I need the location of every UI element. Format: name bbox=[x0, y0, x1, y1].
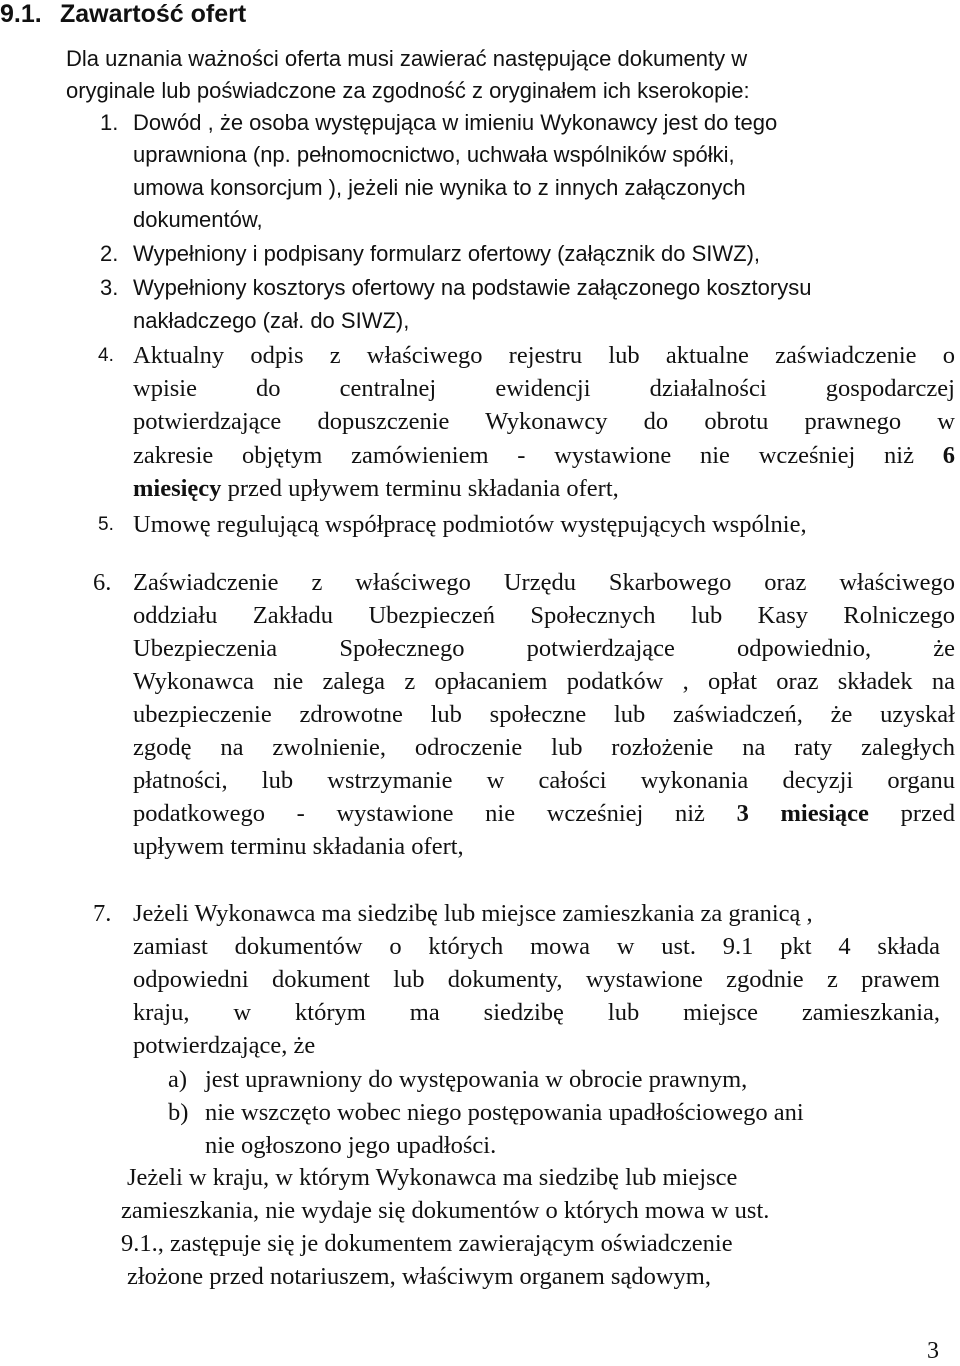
list-item-text: zakresie objętym zamówieniem - wystawione nie wcześniej niż bbox=[133, 442, 914, 469]
list-item-line: zamiast dokumentów o których mowa w ust. 9.1 pkt 4 składa bbox=[133, 933, 940, 960]
list-item-number: 7. bbox=[93, 900, 112, 927]
intro-line: oryginale lub poświadczone za zgodność z oryginałem ich kserokopie: bbox=[66, 78, 750, 103]
sub-item-label: a) bbox=[168, 1066, 188, 1093]
list-item-line: Ubezpieczenia Społecznego potwierdzające odpowiednio, że bbox=[133, 635, 955, 662]
bold-number: 6 bbox=[942, 442, 956, 469]
page-number: 3 bbox=[927, 1338, 939, 1364]
list-item-line bbox=[133, 474, 619, 504]
section-heading bbox=[0, 0, 246, 28]
list-item-number: 5. bbox=[98, 514, 114, 535]
bold-term: miesięcy bbox=[133, 475, 222, 502]
list-item-number: 4. bbox=[98, 345, 114, 366]
closing-line: Jeżeli w kraju, w którym Wykonawca ma siedzibę lub miejsce bbox=[127, 1164, 738, 1191]
bold-term: 3 miesiące bbox=[736, 800, 869, 827]
list-item-line: Dowód , że osoba występująca w imieniu Wykonawcy jest do tego bbox=[133, 110, 778, 135]
list-item-line: upływem terminu składania ofert, bbox=[133, 833, 464, 860]
sub-item-text: jest uprawniony do występowania w obrocie prawnym, bbox=[205, 1066, 748, 1093]
section-number: 9.1. bbox=[0, 0, 42, 28]
list-item-line: Zaświadczenie z właściwego Urzędu Skarbowego oraz właściwego bbox=[133, 569, 955, 596]
list-item-number: 6. bbox=[93, 569, 112, 596]
list-item-text: podatkowego - wystawione nie wcześniej niż bbox=[133, 800, 737, 827]
list-item-line: umowa konsorcjum ), jeżeli nie wynika to z innych załączonych bbox=[133, 175, 746, 200]
list-item-line: odpowiedni dokument lub dokumenty, wystawione zgodnie z prawem bbox=[133, 966, 940, 993]
list-item-number: 3. bbox=[100, 275, 119, 300]
section-title: Zawartość ofert bbox=[60, 0, 247, 28]
list-item-line: wpisie do centralnej ewidencji działalności gospodarczej bbox=[133, 375, 955, 402]
list-item-line: uprawniona (np. pełnomocnictwo, uchwała wspólników spółki, bbox=[133, 142, 735, 167]
list-item-line: oddziału Zakładu Ubezpieczeń Społecznych lub Kasy Rolniczego bbox=[133, 602, 955, 629]
list-item-line: kraju, w którym ma siedzibę lub miejsce zamieszkania, bbox=[133, 999, 940, 1026]
list-item-line: potwierdzające, że bbox=[133, 1032, 316, 1059]
closing-line: zamieszkania, nie wydaje się dokumentów o których mowa w ust. bbox=[121, 1197, 770, 1224]
list-item-line: dokumentów, bbox=[133, 207, 263, 232]
list-item-line: Wypełniony i podpisany formularz ofertowy (załącznik do SIWZ), bbox=[133, 241, 761, 266]
list-item-number: 2. bbox=[100, 241, 119, 266]
list-item-number: 1. bbox=[100, 110, 119, 135]
list-item-line: Wypełniony kosztorys ofertowy na podstawie załączonego kosztorysu bbox=[133, 275, 812, 300]
list-item-line: Jeżeli Wykonawca ma siedzibę lub miejsce zamieszkania za granicą , bbox=[133, 900, 813, 927]
closing-line: złożone przed notariuszem, właściwym organem sądowym, bbox=[127, 1263, 711, 1290]
list-item-line: płatności, lub wstrzymanie w całości wykonania decyzji organu bbox=[133, 767, 955, 794]
list-item-line: potwierdzające dopuszczenie Wykonawcy do obrotu prawnego w bbox=[133, 408, 955, 435]
list-item-line: Wykonawca nie zalega z opłacaniem podatków , opłat oraz składek na bbox=[133, 668, 955, 695]
sub-item-label: b) bbox=[168, 1099, 189, 1126]
list-item-line: nakładczego (zał. do SIWZ), bbox=[133, 308, 410, 333]
list-item-line: ubezpieczenie zdrowotne lub społeczne lub zaświadczeń, że uzyskał bbox=[133, 701, 955, 728]
list-item-line: Aktualny odpis z właściwego rejestru lub aktualne zaświadczenie o bbox=[133, 342, 955, 369]
list-item-line: zgodę na zwolnienie, odroczenie lub rozłożenie na raty zaległych bbox=[133, 734, 955, 761]
intro-line: Dla uznania ważności oferta musi zawierać następujące dokumenty w bbox=[66, 46, 748, 71]
list-item-line bbox=[133, 799, 955, 829]
list-item-text: przed bbox=[868, 800, 955, 827]
closing-line: 9.1., zastępuje się je dokumentem zawierającym oświadczenie bbox=[121, 1230, 733, 1257]
sub-item-text: nie ogłoszono jego upadłości. bbox=[205, 1132, 497, 1159]
list-item-line bbox=[133, 441, 955, 471]
sub-item-text: nie wszczęto wobec niego postępowania upadłościowego ani bbox=[205, 1099, 804, 1126]
list-item-text: przed upływem terminu składania ofert, bbox=[221, 475, 619, 502]
list-item-line: Umowę regulującą współpracę podmiotów występujących wspólnie, bbox=[133, 511, 807, 538]
